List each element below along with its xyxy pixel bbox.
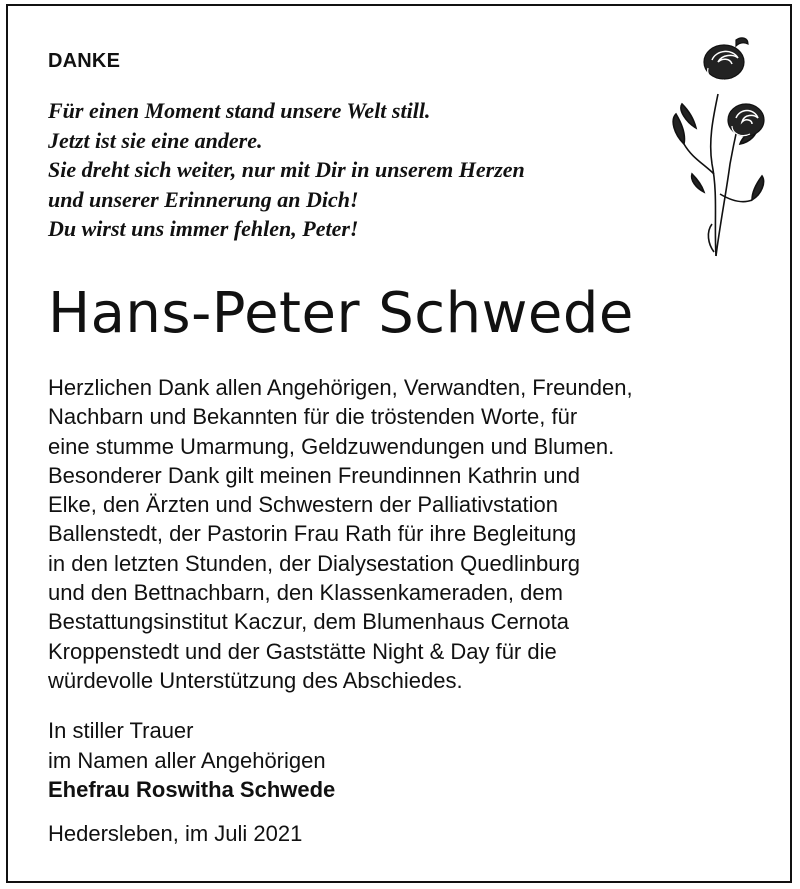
thank-you-text xyxy=(48,373,788,695)
notice-frame xyxy=(6,4,792,883)
body-line: in den letzten Stunden, der Dialysestation Quedlinburg xyxy=(48,550,581,576)
closing-line: im Namen aller Angehörigen xyxy=(48,747,326,773)
body-line: eine stumme Umarmung, Geldzuwendungen und Blumen. xyxy=(48,433,615,459)
body-line: Kroppenstedt und der Gaststätte Night & Day für die xyxy=(48,638,557,664)
closing-line: In stiller Trauer xyxy=(48,718,194,743)
body-line: und den Bettnachbarn, den Klassenkameraden, dem xyxy=(48,580,563,606)
poem-line: und unserer Erinnerung an Dich! xyxy=(48,186,359,212)
poem-line: Du wirst uns immer fehlen, Peter! xyxy=(48,216,359,241)
signature: Ehefrau Roswitha Schwede xyxy=(48,777,336,802)
body-line: würdevolle Unterstützung des Abschiedes. xyxy=(48,667,463,693)
poem-line: Für einen Moment stand unsere Welt still. xyxy=(48,98,431,123)
body-line: Herzlichen Dank allen Angehörigen, Verwandten, Freunden, xyxy=(48,375,633,400)
deceased-name: Hans-Peter Schwede xyxy=(48,281,634,346)
poem xyxy=(48,96,688,244)
body-line: Nachbarn und Bekannten für die tröstenden Worte, für xyxy=(48,404,578,430)
closing-block xyxy=(48,716,335,805)
heading: DANKE xyxy=(48,50,121,72)
body-line: Besonderer Dank gilt meinen Freundinnen Kathrin und xyxy=(48,462,580,488)
body-line: Ballenstedt, der Pastorin Frau Rath für ihre Begleitung xyxy=(48,521,577,547)
place-date: Hedersleben, im Juli 2021 xyxy=(48,821,303,846)
poem-line: Jetzt ist sie eine andere. xyxy=(48,127,263,153)
poem-line: Sie dreht sich weiter, nur mit Dir in unserem Herzen xyxy=(48,157,525,182)
body-line: Elke, den Ärzten und Schwestern der Palliativstation xyxy=(48,492,558,518)
roses-illustration-icon xyxy=(656,24,774,264)
body-line: Bestattungsinstitut Kaczur, dem Blumenhaus Cernota xyxy=(48,609,569,635)
